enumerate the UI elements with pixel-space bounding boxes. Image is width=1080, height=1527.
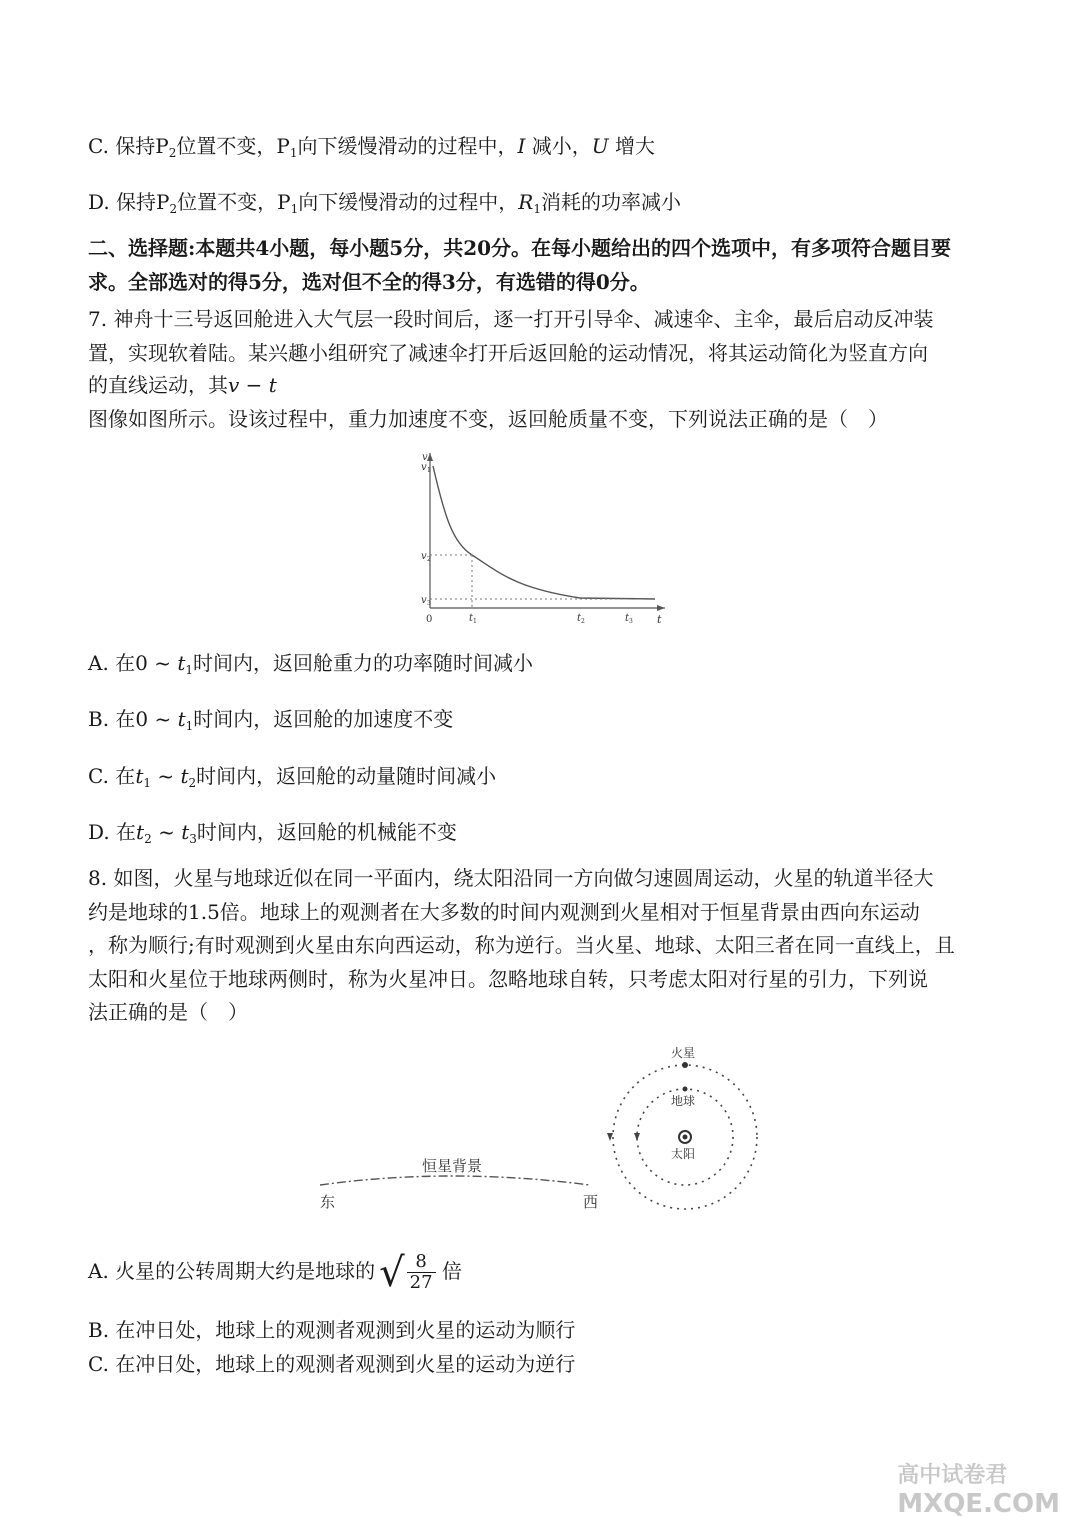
q7-stem-line2: 置，实现软着陆。某兴趣小组研究了减速伞打开后返回舱的运动情况，将其运动简化为竖直方向 xyxy=(88,341,928,365)
v3-label: v xyxy=(421,595,427,606)
v-axis-label: v xyxy=(422,452,428,463)
star-background-label: 恒星背景 xyxy=(422,1157,483,1175)
t-axis-arrow xyxy=(657,605,665,611)
q8-stem-line2: 约是地球的1.5倍。地球上的观测者在大多数的时间内观测到火星相对于恒星背景由西向东运动 xyxy=(88,900,920,924)
t1-label: t xyxy=(469,613,474,624)
q6-option-c: C. 保持$P_2$位置不变，$P_1$向下缓慢滑动的过程中，I 减小，U 增大 xyxy=(88,134,655,160)
q8-option-b: B. 在冲日处，地球上的观测者观测到火星的运动为顺行 xyxy=(88,1318,576,1342)
q8-stem-line1: 8. 如图，火星与地球近似在同一平面内，绕太阳沿同一方向做匀速圆周运动，火星的轨道半径大 xyxy=(88,866,934,890)
mars-dot xyxy=(682,1062,688,1068)
earth-label: 地球 xyxy=(671,1094,696,1108)
earth-direction-arrow xyxy=(634,1133,640,1141)
t3-label: t xyxy=(625,613,630,624)
q7-stem-line3: 的直线运动，其v − t xyxy=(88,373,277,397)
q8-orbit-figure xyxy=(315,1035,765,1225)
q6-option-d: D. 保持$P_2$位置不变，$P_1$向下缓慢滑动的过程中，$R_1$消耗的功率减小 xyxy=(88,190,681,216)
q7-option-a: A. 在0 ~ $t_1$时间内，返回舱重力的功率随时间减小 xyxy=(88,651,534,677)
sun-label: 太阳 xyxy=(671,1147,696,1161)
q7-stem-line1: 7. 神舟十三号返回舱进入大气层一段时间后，逐一打开引导伞、减速伞、主伞，最后启动反冲装 xyxy=(88,307,934,331)
mars-direction-arrow xyxy=(607,1133,613,1141)
t3-sub: 3 xyxy=(629,618,633,625)
t2-sub: 2 xyxy=(581,618,585,625)
star-background-arc xyxy=(320,1176,590,1185)
watermark-line2: MXQE.COM xyxy=(897,1489,1060,1519)
vt-curve xyxy=(433,466,655,599)
v1-sub: 1 xyxy=(427,467,431,474)
v2-label: v xyxy=(421,551,427,562)
q7-option-d: D. 在$t_2$ ~ $t_3$时间内，返回舱的机械能不变 xyxy=(88,820,457,846)
watermark xyxy=(897,1458,1060,1519)
t1-sub: 1 xyxy=(473,618,477,625)
section2-header-line2: 求。全部选对的得5分，选对但不全的得3分，有选错的得0分。 xyxy=(88,270,650,294)
t2-label: t xyxy=(577,613,582,624)
section2-header-line1: 二、选择题:本题共4小题，每小题5分，共20分。在每小题给出的四个选项中，有多项符合题目要 xyxy=(88,236,952,260)
q7-option-b: B. 在0 ~ $t_1$时间内，返回舱的加速度不变 xyxy=(88,707,454,733)
q8-stem-line3: ，称为顺行;有时观测到火星由东向西运动，称为逆行。当火星、地球、太阳三者在同一直线上，且 xyxy=(88,933,955,957)
origin-label: 0 xyxy=(426,614,433,625)
v2-sub: 2 xyxy=(427,556,431,563)
q7-vt-graph xyxy=(405,448,675,628)
q8-option-c: C. 在冲日处，地球上的观测者观测到火星的运动为逆行 xyxy=(88,1352,576,1376)
watermark-line1: 高中试卷君 xyxy=(897,1463,1008,1488)
mars-label: 火星 xyxy=(671,1046,696,1060)
t-axis-label: t xyxy=(657,613,662,626)
q7-stem-line4: 图像如图所示。设该过程中，重力加速度不变，返回舱质量不变，下列说法正确的是（ ） xyxy=(88,407,888,431)
q7-option-c: C. 在$t_1$ ~ $t_2$时间内，返回舱的动量随时间减小 xyxy=(88,764,497,790)
east-label: 东 xyxy=(320,1193,336,1211)
sqrt-sign-icon: √ xyxy=(379,1249,405,1296)
west-label: 西 xyxy=(583,1193,599,1211)
fraction: $\frac{8}{27}$ xyxy=(407,1252,436,1293)
v-axis-arrow xyxy=(427,453,433,461)
q8-stem-line5: 法正确的是（ ） xyxy=(88,1000,248,1024)
earth-dot xyxy=(683,1087,688,1092)
q8-option-a: A. 火星的公转周期大约是地球的 √ $\frac{8}{27}$ 倍 xyxy=(88,1249,462,1296)
v1-label: v xyxy=(421,462,427,473)
v3-sub: 3 xyxy=(427,600,431,607)
q8-stem-line4: 太阳和火星位于地球两侧时，称为火星冲日。忽略地球自转，只考虑太阳对行星的引力，下列说 xyxy=(88,967,928,991)
sun-core xyxy=(683,1135,688,1140)
